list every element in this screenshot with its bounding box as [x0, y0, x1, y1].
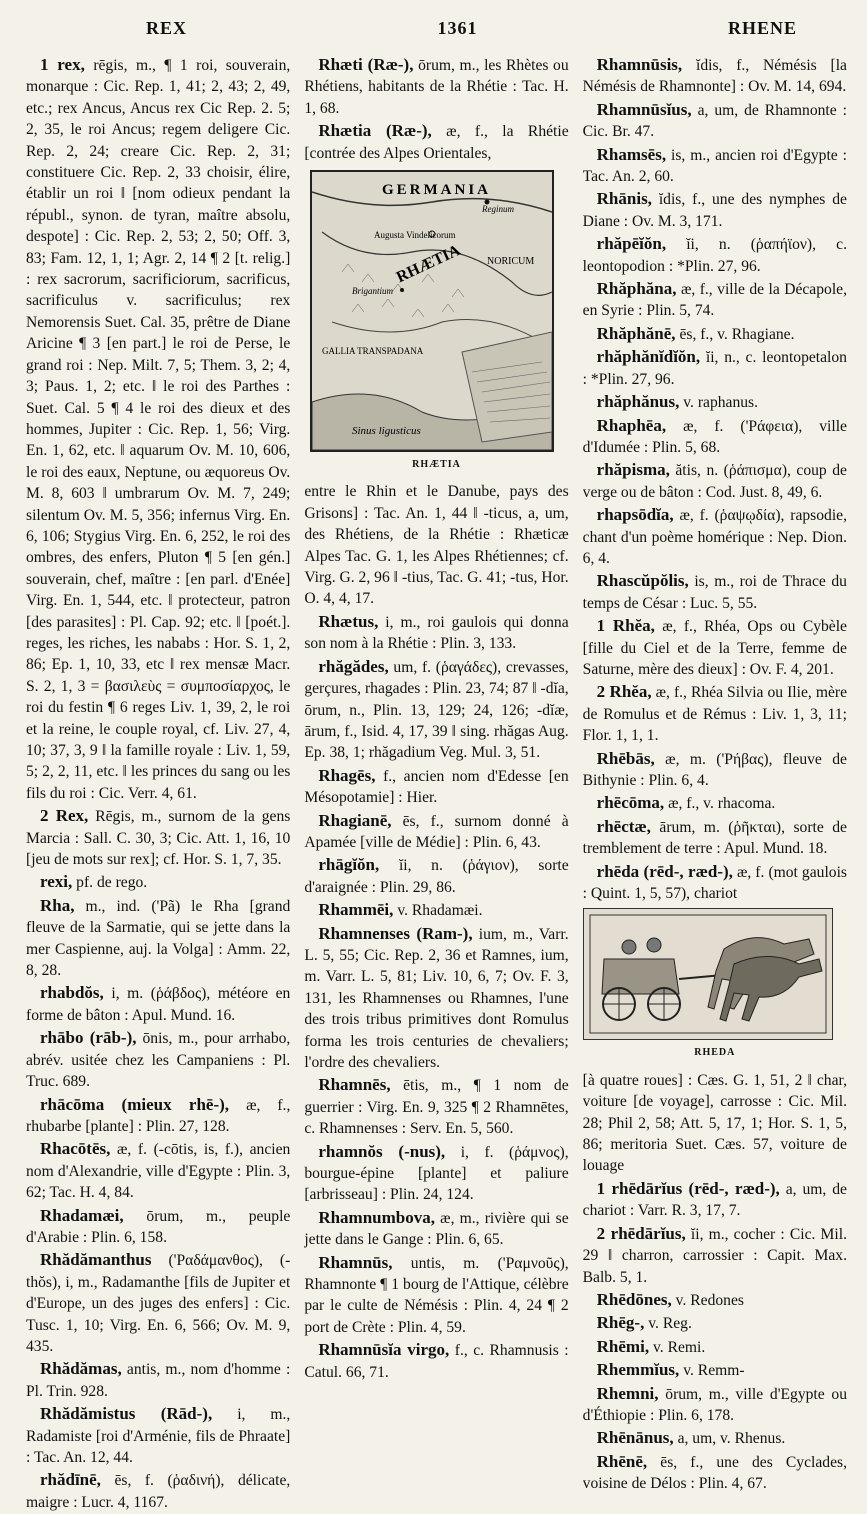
dictionary-entry	[583, 99, 847, 143]
dictionary-entry	[26, 1469, 290, 1513]
entry-headword: rhābo (rāb-),	[40, 1028, 137, 1048]
dictionary-entry	[583, 415, 847, 459]
entry-definition: æ, f., Rhéa, Ops ou Cybèle [fille du Ciel et de la Terre, femme de Saturne, mère des dieux] : Ov. F. 4, 201.	[582, 618, 847, 678]
map-drawing	[312, 172, 552, 450]
entry-definition: f., ancien nom d'Edesse [en Mésopotamie] : Hier.	[304, 767, 569, 807]
entry-definition: æ, f., v. rhacoma.	[668, 795, 776, 813]
dictionary-entry	[583, 1070, 847, 1177]
entry-headword: Rhăphăna,	[596, 279, 677, 299]
entry-definition: æ, m. ('Ρήβας), fleuve de Bithynie : Plin. 6, 4.	[582, 750, 847, 789]
entry-headword: rhāgĭŏn,	[318, 855, 380, 875]
entry-headword: 2 rhēdārĭus,	[596, 1223, 686, 1243]
dictionary-entry	[304, 854, 568, 898]
entry-definition: æ, f., la Rhétie [contrée des Alpes Orientales,	[304, 123, 569, 162]
entry-definition: v. Redones	[675, 1291, 744, 1309]
entry-definition: ēs, f. (ῥαδινή), délicate, maigre : Lucr. 4, 1167.	[26, 1472, 291, 1511]
dictionary-entry	[583, 1336, 847, 1358]
entry-definition: ium, m., Varr. L. 5, 55; Cic. Rep. 2, 36 et Ramnes, ium, m. Varr. L. 5, 81; Liv. 10, 6, 7; Ov. F. 3, 131, les Rhamnenses ou Rhamnes, l'une des trois tribus primitives dont Romulus forma les trois centuries de chevaliers; l'ordre des chevaliers.	[304, 925, 569, 1071]
entry-definition: Rēgis, m., surnom de la gens Marcia : Sall. C. 30, 3; Cic. Att. 1, 16, 10 [jeu de mots sur rex]; cf. Hor. S. 1, 7, 35.	[26, 808, 291, 869]
entry-definition: ārum, m. (ῥῆκται), sorte de tremblement de terre : Apul. Mund. 18.	[582, 818, 847, 858]
entry-definition: ĭdis, f., Némésis [la Némésis de Rhamnonte] : Ov. M. 14, 694.	[582, 57, 847, 96]
entry-headword: Rhamsēs,	[596, 144, 667, 164]
dictionary-entry	[583, 391, 847, 413]
dictionary-entry	[26, 54, 290, 804]
entry-definition: pf. de rego.	[76, 874, 148, 892]
dictionary-entry	[583, 615, 847, 680]
entry-definition: ĭi, n. (ῥάγιον), sorte d'araignée : Plin. 29, 86.	[304, 857, 569, 896]
dictionary-entry	[304, 54, 568, 119]
entry-definition: a, um, v. Rhenus.	[677, 1430, 786, 1448]
entry-headword: Rhadamæi,	[40, 1205, 124, 1225]
entry-headword: rhăpisma,	[596, 460, 670, 480]
entry-headword: Rhætia (Ræ-),	[318, 121, 432, 141]
entry-headword: rhēda (rēd-, ræd-),	[596, 861, 733, 881]
dictionary-entry	[26, 871, 290, 893]
dictionary-entry	[583, 570, 847, 614]
map-label-gallia: GALLIA TRANSPADANA	[322, 346, 424, 357]
entry-definition: ('Ραδάμανθος), (-thŏs), i, m., Radamanthe [fils de Jupiter et d'Europe, un des juges des enfers] : Cic. Tusc. 1, 10; Virg. En. 6, 566; Ov. M. 9, 435.	[26, 1252, 291, 1355]
entry-headword: Rhagianē,	[318, 810, 392, 830]
dictionary-entry	[304, 611, 568, 655]
map-label-augusta: Augusta Vindelicorum	[374, 230, 456, 241]
entry-headword: rexi,	[40, 872, 73, 892]
dictionary-entry	[583, 748, 847, 792]
page-number: 1361	[437, 18, 478, 38]
entry-definition: i, m. (ῥάβδος), météore en forme de bâton : Apul. Mund. 16.	[26, 985, 291, 1024]
entry-headword: 1 Rhĕa,	[596, 616, 655, 636]
entry-definition: æ, f. (-cōtis, is, f.), ancien nom d'Alexandrie, ville d'Egypte : Plin. 3, 62; Tac. H. 4, 84.	[26, 1141, 291, 1202]
entry-definition: ēs, f., surnom donné à Apamée [ville de Médie] : Plin. 6, 43.	[304, 812, 569, 851]
entry-headword: rhapsōdĭa,	[596, 505, 674, 525]
entry-headword: Rhamnenses (Ram-),	[318, 923, 473, 943]
entry-definition: rēgis, m., ¶ 1 roi, souverain, monarque : Cic. Rep. 1, 41; 2, 43; 2, 49, etc.; rex Ancus, Ancus rex Cic Rep. 2. 5; 2, 35, le roi Ancus; regem deligere Cic. Rep. 2, 24; creare Cic. Rep. 2, 31; constituere Cic. Rep. 2, 33 choisir, élire, établir un roi ‖ [nom odieux pendant la républ., synon. de tyran, maître absolu, despote] : Cic. Rep. 2, 53; 2, 50; Off. 3, 83; Fam. 12, 1, 1; Agr. 2, 14 ¶ 2 [t. relig.] : rex sacrorum, sacrificiorum, sacrificus, sacrificulus v. sacrificulus; rex Nemorensis Suet. Cal. 35, prêtre de Diane Aricine ¶ 3 [en part.] le roi de Perse, le grand roi : Nep. Milt. 7, 5; Them. 3, 2; 4, 3; Paus. 1, 2; etc. ‖ le roi des Parthes : Suet. Cal. 5 ¶ 4 le roi des dieux et des hommes, Jupiter : Cic. Rep. 1, 56; Virg. En. 1, 62, etc. ‖ aquarum Ov. M. 10, 606, le roi des eaux, Neptune, ou æquoreus Ov. M. 8, 603 ‖ umbrarum Ov. M. 7, 249; silentum Ov. M. 5, 356; infernus Virg. En. 6, 106; Stygius Virg. En. 6, 252, le roi des ombres, des enfers, Pluton ¶ 5 [en gén.] souverain, chef, maître : [en parl. d'Enée] Virg. En. 1, 544, etc. ‖ protecteur, patron [des parasites] : Pl. Cap. 92; etc. ‖ [poét.]. reges, les riches, les nababs : Hor. S. 1, 2, 86; Ep. 1, 10, 33, etc ‖ rex mensæ Macr. S. 2, 1, 3 = βασιλεὺς = συμποσίαρχος, le roi du festin ¶ 6 reges Liv. 1, 39, 2, le roi et la reine, le couple royal, cf. Liv. 27, 4, 10; 37, 3, 9 ‖ la famille royale : Liv. 1, 59, 5; 2, 2, 11, etc. ‖ les princes du sang ou les fils du roi : Cic. Verr. 4, 61.	[26, 57, 291, 802]
entry-headword: Rhæti (Ræ-),	[318, 55, 414, 74]
entry-definition: æ, f. (ῥαψῳδία), rapsodie, chant d'un poème homérique : Nep. Dion. 6, 4.	[582, 507, 847, 567]
entry-definition: ĭi, n., c. leontopetalon : *Plin. 27, 96.	[582, 349, 847, 388]
entry-headword: Rhascŭpŏlis,	[596, 571, 689, 591]
dictionary-entry	[583, 144, 847, 188]
running-head-left: REX	[146, 18, 188, 38]
entry-definition: a, um, de Rhamnonte : Cic. Br. 47.	[582, 101, 847, 141]
dictionary-entry	[304, 810, 568, 854]
entry-headword: rhăgădes,	[318, 656, 389, 676]
entry-definition: is, m., ancien roi d'Egypte : Tac. An. 2, 60.	[582, 146, 847, 186]
entry-headword: rhăphănĭdĭŏn,	[596, 347, 701, 367]
entry-headword: Rhætus,	[318, 611, 379, 631]
dictionary-entry	[583, 1312, 847, 1334]
entry-headword: Rhaphēa,	[596, 415, 667, 435]
map-label-germania: GERMANIA	[382, 182, 492, 199]
entry-headword: Rhēmi,	[596, 1336, 650, 1356]
entry-definition: v. Remi.	[652, 1338, 706, 1356]
entry-headword: rhēcōma,	[596, 793, 665, 813]
map-label-reginum: Reginum	[482, 204, 515, 215]
dictionary-entry	[583, 1223, 847, 1288]
dictionary-entry	[304, 120, 568, 164]
dictionary-entry	[583, 1289, 847, 1311]
entry-definition: ĭdis, f., une des nymphes de Diane : Ov. M. 3, 171.	[582, 191, 847, 230]
entry-headword: Rhammēi,	[318, 900, 394, 920]
dictionary-entry	[304, 1141, 568, 1206]
entry-definition: is, m., roi de Thrace du temps de César : Luc. 5, 55.	[582, 573, 847, 612]
entry-headword: Rhamnūs,	[318, 1252, 393, 1272]
dictionary-entry	[583, 459, 847, 503]
rhaetia-map	[310, 170, 554, 452]
dictionary-entry	[304, 899, 568, 921]
entry-definition: ĭi, m., cocher : Cic. Mil. 29 ‖ charron, carrossier : Capit. Max. Balb. 5, 1.	[582, 1225, 847, 1286]
entry-headword: Rhemni,	[596, 1383, 659, 1403]
entry-headword: Rhēnānus,	[596, 1428, 674, 1448]
dictionary-entry	[583, 816, 847, 860]
entry-headword: 1 rex,	[40, 55, 85, 74]
chariot-drawing	[584, 909, 832, 1039]
entry-headword: Rhăphănē,	[596, 323, 676, 343]
entry-definition: æ, f., Rhéa Silvia ou Ilie, mère de Romulus et de Rémus : Liv. 1, 3, 11; Flor. 1, 1, 1.	[582, 684, 847, 745]
dictionary-entry	[583, 681, 847, 746]
entry-definition: v. Remm-	[683, 1362, 745, 1380]
dictionary-entry	[583, 861, 847, 905]
dictionary-entry	[26, 1358, 290, 1402]
entry-definition: v. raphanus.	[683, 394, 759, 412]
entry-headword: 1 rhēdārĭus (rēd-, ræd-),	[596, 1178, 780, 1198]
dictionary-entry	[304, 923, 568, 1074]
dictionary-entry	[583, 54, 847, 98]
running-head-right: RHENE	[727, 18, 797, 38]
entry-headword: Rhemmĭus,	[596, 1360, 680, 1380]
entry-headword: rhăpēĭŏn,	[596, 234, 667, 254]
dictionary-entry	[26, 1094, 290, 1138]
map-caption: RHÆTIA	[412, 459, 461, 471]
dictionary-entry	[583, 323, 847, 345]
dictionary-entry	[583, 233, 847, 277]
dictionary-entry	[304, 481, 568, 609]
entry-headword: Rhagēs,	[318, 765, 376, 785]
dictionary-entry	[304, 1207, 568, 1251]
entry-definition: v. Rhadamæi.	[397, 902, 483, 920]
entry-definition: i, m., roi gaulois qui donna son nom à la Rhétie : Plin. 3, 133.	[304, 613, 569, 653]
dictionary-entry	[583, 1178, 847, 1222]
entry-definition: ētis, m., ¶ 1 nom de guerrier : Virg. En. 9, 325 ¶ 2 Rhamnētes, c. Rhamnenses : Serv. En. 5, 560.	[304, 1077, 569, 1138]
entry-definition: ēs, f., une des Cyclades, voisine de Délos : Plin. 4, 67.	[582, 1453, 847, 1493]
dictionary-entry	[583, 346, 847, 390]
map-label-brigantium: Brigantium	[352, 286, 394, 297]
entry-headword: Rhacōtēs,	[40, 1139, 111, 1159]
entry-definition: æ, f. ('Ράφεια), ville d'Idumée : Plin. 5, 68.	[582, 417, 847, 456]
dictionary-entry	[26, 982, 290, 1026]
dictionary-entry	[304, 1252, 568, 1339]
entry-headword: rhēctæ,	[596, 816, 651, 836]
columns	[26, 54, 847, 1514]
dictionary-entry	[583, 1427, 847, 1449]
entry-headword: Rhădămanthus	[40, 1250, 152, 1270]
dictionary-entry	[304, 765, 568, 809]
dictionary-entry	[26, 1249, 290, 1357]
entry-headword: Rhamnūsĭus,	[596, 99, 692, 119]
entry-definition: æ, f., ville de la Décapole, en Syrie : Plin. 5, 74.	[582, 281, 847, 320]
entry-headword: rhācōma (mieux rhē-),	[40, 1094, 230, 1114]
dictionary-entry	[583, 1359, 847, 1381]
entry-headword: rhădīnē,	[40, 1470, 101, 1490]
dictionary-entry	[583, 188, 847, 232]
entry-definition: ĭi, n. (ῥαπήϊον), c. leontopodion : *Plin. 27, 96.	[582, 236, 847, 275]
entry-definition: a, um, de chariot : Varr. R. 3, 17, 7.	[582, 1180, 847, 1220]
column-2	[304, 54, 568, 1514]
map-label-noricum: NORICUM	[487, 256, 535, 268]
dictionary-entry	[26, 1403, 290, 1468]
dictionary-entry	[26, 1138, 290, 1203]
entry-definition: æ, f. (mot gaulois : Quint. 1, 5, 57), chariot	[582, 863, 847, 903]
entry-definition: untis, m. ('Ραμνοῦς), Rhamnonte ¶ 1 bourg de l'Attique, célèbre par le culte de Némésis : Plin. 4, 24 ¶ 2 port de Crète : Plin. 4, 59.	[304, 1254, 569, 1336]
entry-headword: rhăphănus,	[596, 392, 680, 412]
map-label-sinus: Sinus ligusticus	[352, 425, 422, 438]
dictionary-entry	[304, 656, 568, 764]
dictionary-entry	[583, 1383, 847, 1427]
entry-headword: rhabdŏs,	[40, 983, 104, 1003]
entry-definition: i, m., Radamiste [roi d'Arménie, fils de Phraate] : Tac. An. 12, 44.	[26, 1406, 291, 1466]
entry-definition: ătis, n. (ῥάπισμα), coup de verge ou de bâton : Cod. Just. 8, 49, 6.	[582, 462, 847, 501]
entry-definition: entre le Rhin et le Danube, pays des Grisons] : Tac. An. 1, 44 ‖ -ticus, a, um, des Rhétiens, de la Rhétie : Rhæticæ Alpes Tac. G. 1, les Alpes Rhétiennes; cf. Virg. G. 2, 96 ‖ -tius, Tac. G. 41; -tus, Hor. O. 4, 4, 17.	[304, 483, 569, 608]
entry-definition: antis, m., nom d'homme : Pl. Trin. 928.	[26, 1361, 291, 1400]
chariot-caption: RHEDA	[694, 1047, 736, 1059]
entry-headword: Rhamnūsĭa virgo,	[318, 1340, 450, 1360]
dictionary-entry	[583, 504, 847, 569]
entry-headword: Rhădămistus (Rād-),	[40, 1404, 213, 1424]
map-label-rhaetia: RHÆTIA	[394, 241, 464, 287]
entry-headword: 2 Rhĕa,	[596, 682, 652, 702]
entry-definition: ōrum, m., les Rhètes ou Rhétiens, habitants de la Rhétie : Tac. H. 1, 68.	[304, 57, 569, 117]
dictionary-entry	[583, 278, 847, 322]
entry-headword: Rhădămas,	[40, 1359, 122, 1379]
entry-definition: v. Reg.	[648, 1315, 692, 1333]
dictionary-entry	[583, 1451, 847, 1495]
entry-definition: um, f. (ῥαγάδες), crevasses, gerçures, rhagades : Plin. 23, 74; 87 ‖ -dĭa, ōrum, n., Plin. 13, 129; 24, 126; -dĭæ, ārum, f., Isid. 4, 17, 39 ‖ sing. rhăgas Aug. Ep. 38, 1; rhăgadium Veg. Mul. 3, 51.	[304, 658, 569, 762]
entry-headword: 2 Rex,	[40, 806, 89, 826]
entry-definition: ōrum, m., ville d'Egypte ou d'Éthiopie : Plin. 6, 178.	[582, 1385, 847, 1424]
page-header	[26, 18, 847, 48]
dictionary-entry	[26, 895, 290, 982]
entry-definition: m., ind. ('Pã) le Rha [grand fleuve de la Sarmatie, qui se jette dans la mer Caspienne, auj. la Volga] : Amm. 22, 8, 28.	[26, 897, 291, 980]
entry-headword: Rhamnēs,	[318, 1075, 391, 1095]
dictionary-entry	[26, 1205, 290, 1249]
entry-definition: ōnis, m., pour arrhabo, abrév. usitée chez les Campaniens : Pl. Truc. 689.	[26, 1030, 291, 1091]
dictionary-entry	[26, 1027, 290, 1092]
rheda-illustration	[583, 908, 833, 1040]
column-1	[26, 54, 290, 1514]
entry-definition: f., c. Rhamnusis : Catul. 66, 71.	[304, 1342, 569, 1381]
entry-definition: i, f. (ῥάμνος), bourgue-épine [plante] et paliure [arbrisseau] : Plin. 24, 124.	[304, 1143, 569, 1204]
entry-headword: Rhamnumbova,	[318, 1207, 435, 1227]
entry-headword: Rhamnūsis,	[596, 55, 683, 74]
entry-headword: Rhēbās,	[596, 748, 655, 768]
dictionary-entry	[304, 1339, 568, 1383]
entry-headword: Rha,	[40, 895, 75, 915]
entry-headword: Rhēnē,	[596, 1451, 648, 1471]
column-3	[583, 54, 847, 1514]
entry-headword: rhamnŏs (-nus),	[318, 1141, 446, 1161]
entry-definition: æ, f., rhubarbe [plante] : Plin. 27, 128.	[26, 1096, 291, 1135]
dictionary-entry	[26, 805, 290, 870]
entry-headword: Rhānis,	[596, 189, 652, 209]
dictionary-entry	[583, 792, 847, 814]
entry-definition: ōrum, m., peuple d'Arabie : Plin. 6, 158.	[26, 1207, 291, 1246]
entry-definition: æ, m., rivière qui se jette dans le Gange : Plin. 6, 65.	[304, 1209, 569, 1249]
entry-headword: Rhēg-,	[596, 1313, 645, 1333]
entry-definition: [à quatre roues] : Cæs. G. 1, 51, 2 ‖ char, voiture [de voyage], carrosse : Cic. Mil. 28; Phil 2, 58; Att. 5, 17, 1; Hor. S. 1, 5, 86; meritoria Suet. Cæs. 57, voiture de louage	[582, 1071, 847, 1175]
dictionary-entry	[304, 1074, 568, 1139]
entry-definition: ēs, f., v. Rhagiane.	[679, 325, 795, 343]
entry-headword: Rhēdōnes,	[596, 1289, 672, 1309]
